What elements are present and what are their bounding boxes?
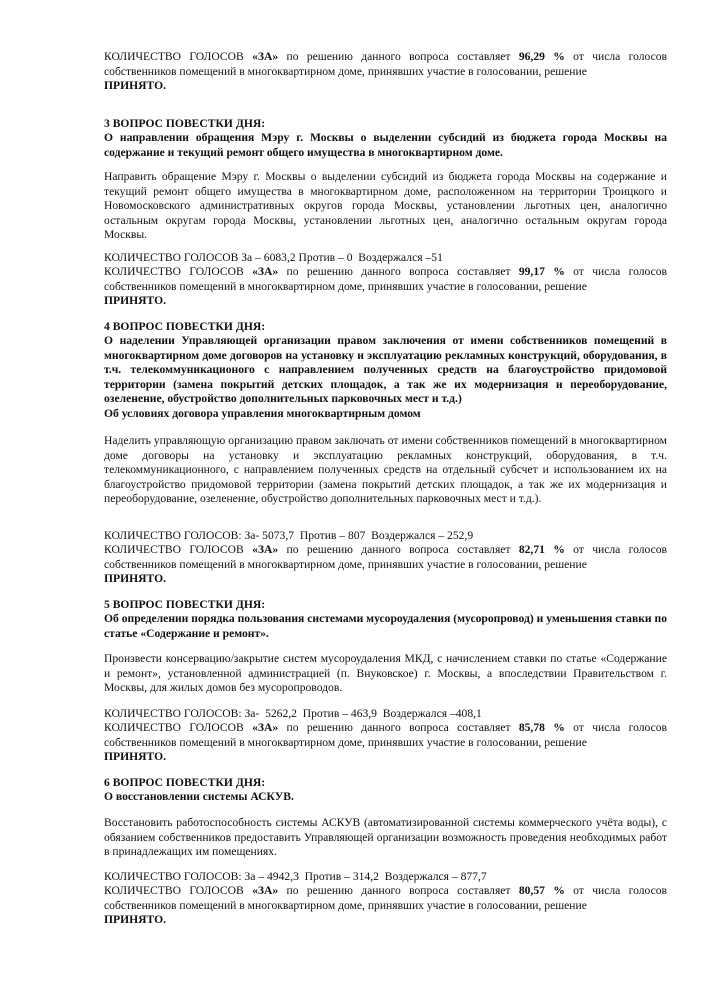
q4-result-text: КОЛИЧЕСТВО ГОЛОСОВ «ЗА» по решению данного вопроса составляет 82,71 % от числа голосов собственников помещений в многоквартирном доме, принявших участие в голосовании, решение bbox=[104, 543, 668, 571]
q6-result-text: КОЛИЧЕСТВО ГОЛОСОВ «ЗА» по решению данного вопроса составляет 80,57 % от числа голосов собственников помещений в многоквартирном доме, принявших участие в голосовании, решение bbox=[104, 884, 668, 912]
q3-decision: ПРИНЯТО. bbox=[104, 294, 167, 308]
q4-tally: КОЛИЧЕСТВО ГОЛОСОВ: За- 5073,7 Против – 807 Воздержался – 252,9 bbox=[104, 529, 474, 542]
q6-topic: О восстановлении системы АСКУВ. bbox=[104, 790, 294, 803]
q3-result-text: КОЛИЧЕСТВО ГОЛОСОВ «ЗА» по решению данного вопроса составляет 99,17 % от числа голосов собственников помещений в многоквартирном доме, принявших участие в голосовании, решение bbox=[104, 265, 668, 293]
q5-heading: 5 ВОПРОС ПОВЕСТКИ ДНЯ: bbox=[104, 598, 266, 611]
q5-result-text: КОЛИЧЕСТВО ГОЛОСОВ «ЗА» по решению данного вопроса составляет 85,78 % от числа голосов собственников помещений в многоквартирном доме, принявших участие в голосовании, решение bbox=[104, 721, 668, 749]
q4-body: Наделить управляющую организацию правом заключать от имени собственников помещений в многоквартирном доме договоры на установку и эксплуатацию рекламных конструкций, оборудования, в т.ч. телекоммуникационного, с направлением полученных средств на отдельный субсчет и использованием их на благоустройство придомовой территории (замена покрытий детских площадок, а так же их модернизация и переоборудование, озеленение, обустройство дополнительных парковочных мест и т.д.). bbox=[104, 434, 667, 506]
q2-result-text: КОЛИЧЕСТВО ГОЛОСОВ «ЗА» по решению данного вопроса составляет 96,29 % от числа голосов собственников помещений в многоквартирном доме, принявших участие в голосовании, решение bbox=[104, 50, 668, 78]
q2-decision: ПРИНЯТО. bbox=[104, 79, 167, 93]
q3-heading: 3 ВОПРОС ПОВЕСТКИ ДНЯ: bbox=[104, 117, 266, 130]
q5-decision: ПРИНЯТО. bbox=[104, 750, 167, 764]
q6-decision: ПРИНЯТО. bbox=[104, 913, 167, 927]
q6-body: Восстановить работоспособность системы АСКУВ (автоматизированной системы коммерческого учёта воды), с обязанием собственников предоставить Управляющей организации возможность проведения необходимых работ в принадлежащих им помещениях. bbox=[104, 816, 667, 859]
q5-topic: Об определении порядка пользования системами мусороудаления (мусоропровод) и уменьшения ставки по статье «Содержание и ремонт». bbox=[104, 612, 667, 640]
q3-tally: КОЛИЧЕСТВО ГОЛОСОВ За – 6083,2 Против – 0 Воздержался –51 bbox=[104, 251, 443, 264]
q6-heading: 6 ВОПРОС ПОВЕСТКИ ДНЯ: bbox=[104, 776, 266, 789]
q4-result-block bbox=[104, 543, 667, 587]
q4-heading: 4 ВОПРОС ПОВЕСТКИ ДНЯ: bbox=[104, 320, 266, 333]
q5-tally: КОЛИЧЕСТВО ГОЛОСОВ: За- 5262,2 Против – 463,9 Воздержался –408,1 bbox=[104, 707, 482, 720]
q6-result-block bbox=[104, 884, 667, 928]
q5-result-block bbox=[104, 721, 667, 765]
q3-topic: О направлении обращения Мэру г. Москвы о выделении субсидий из бюджета города Москвы на содержание и текущий ремонт общего имущества в многоквартирном доме. bbox=[104, 131, 667, 159]
q3-body: Направить обращение Мэру г. Москвы о выделении субсидий из бюджета города Москвы на содержание и текущий ремонт общего имущества в многоквартирном доме, расположенном на территории Троицкого и Новомосковского административных округов города Москвы, установлении льготных цен, аналогично остальным округам города Москвы, установлении льготных цен, аналогично остальным округам города Москвы. bbox=[104, 170, 667, 242]
q4-topic: О наделении Управляющей организации правом заключения от имени собственников помещений в многоквартирном доме договоров на установку и эксплуатацию рекламных конструкций, оборудования, в т.ч. телекоммуникационого с направлением полученных средств на благоустройство придомовой территории (замена покрытий детских площадок, а так же их модернизация и переоборудование, озеленение, обустройство дополнительных парковочных мест и т.д.) bbox=[104, 334, 667, 406]
q6-tally: КОЛИЧЕСТВО ГОЛОСОВ: За – 4942,3 Против – 314,2 Воздержался – 877,7 bbox=[104, 870, 487, 883]
q5-body: Произвести консервацию/закрытие систем мусороудаления МКД, с начислением ставки по статье «Содержание и ремонт», установленной администрацией (п. Внуковское) г. Москвы, а впоследствии Правительством г. Москвы, для жилых домов без мусоропроводов. bbox=[104, 652, 667, 695]
q4-topic2: Об условиях договора управления многоквартирным домом bbox=[104, 407, 421, 420]
q3-result-block bbox=[104, 265, 667, 309]
q4-decision: ПРИНЯТО. bbox=[104, 572, 167, 586]
q2-result-block bbox=[104, 50, 667, 94]
